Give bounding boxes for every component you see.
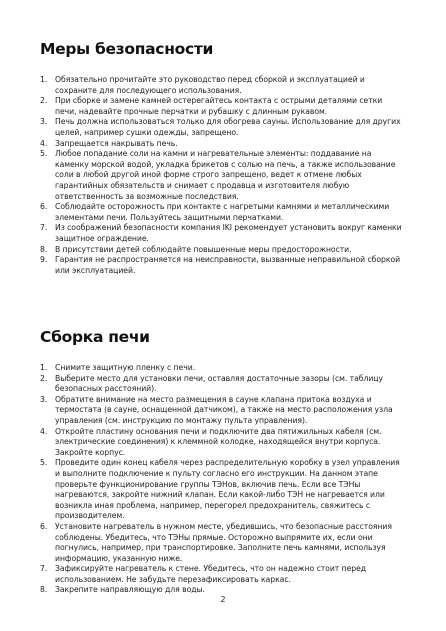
- assembly-list: [40, 363, 406, 596]
- assembly-item-number: 6.: [40, 521, 48, 531]
- safety-section-title: Меры безопасности: [40, 40, 214, 58]
- assembly-item: [40, 395, 406, 427]
- assembly-item: [40, 427, 406, 459]
- assembly-item-text: Закрепите направляющую для воды.: [55, 585, 205, 595]
- assembly-item: [40, 522, 406, 564]
- assembly-item-number: 7.: [40, 564, 48, 574]
- safety-item-text: Запрещается накрывать печь.: [55, 138, 178, 148]
- safety-item-text: Из соображений безопасности компания IKI рекомендует установить вокруг каменки защитное ограждение.: [55, 223, 402, 243]
- safety-item-number: 4.: [40, 138, 48, 148]
- assembly-item-text: Выберите место для установки печи, оставляя достаточные зазоры (см. таблицу безопасных расстояний).: [55, 373, 383, 394]
- safety-item-text: Гарантия не распространяется на неисправности, вызванные неправильной сборкой или эксплуатацией.: [55, 255, 401, 275]
- safety-item: [40, 117, 406, 138]
- assembly-item-text: Установите нагреватель в нужном месте, убедившись, что безопасные расстояния соблюдены. Убедитесь, что ТЭНы прямые. Осторожно выпрямите их, если они погнулись, например, при транспортировке. Заполните печь камнями, используя информацию, указанную ниже.: [55, 521, 392, 563]
- safety-item-number: 1.: [40, 75, 48, 84]
- assembly-item-text: Проведите один конец кабеля через распределительную коробку в узел управления и выполните подключение к пульту согласно его инструкции. На данном этапе проверьте функционирование группы ТЭНов, включив печь. Если все ТЭНы нагреваются, закройте нижний клапан. Если какой-либо ТЭН не нагревается или возникла иная проблема, например, перегорел предохранитель, свяжитесь с производителем.: [55, 458, 400, 521]
- assembly-item: [40, 363, 406, 374]
- safety-item: [40, 75, 406, 96]
- safety-item-text: При сборке и замене камней остерегайтесь контакта с острыми деталями сетки печи, надевайте прочные перчатки и рубашку с длинным рукавом.: [55, 96, 383, 116]
- safety-item-text: Обязательно прочитайте это руководство перед сборкой и эксплуатацией и сохраните для последующего использования.: [55, 75, 365, 95]
- assembly-item-number: 1.: [40, 363, 48, 372]
- safety-item-text: Любое попадание соли на камни и нагревательные элементы: поддавание на каменку морской водой, укладка брикетов с солью на печь, а также использование соли в любой другой иной форме строго запрещено, ведет к отмене любых гарантийных обязательств и снимает с продавца и изготовителя любую ответственность за возможные последствия.: [55, 149, 396, 201]
- page-number: 2: [220, 595, 226, 604]
- safety-item-number: 6.: [40, 202, 48, 212]
- safety-item-number: 3.: [40, 117, 48, 127]
- safety-item-number: 7.: [40, 223, 48, 233]
- safety-item: [40, 149, 406, 202]
- assembly-item: [40, 458, 406, 522]
- safety-item: [40, 96, 406, 117]
- assembly-item-text: Снимите защитную пленку с печи.: [55, 363, 196, 372]
- assembly-item-text: Обратите внимание на место размещения в сауне клапана притока воздуха и термостата (в сауне, оснащенной датчиком), а также на место расположения узла управления (см. инструкцию по монтажу пульта управления).: [55, 394, 393, 425]
- assembly-item-text: Зафиксируйте нагреватель к стене. Убедитесь, что он надежно стоит перед использованием. Не забудьте перезафиксировать каркас.: [55, 564, 367, 584]
- assembly-item: [40, 564, 406, 585]
- safety-item-text: Печь должна использоваться только для обогрева сауны. Использование для других целей, например сушки одежды, запрещено.: [55, 117, 401, 137]
- safety-list: [40, 75, 406, 276]
- safety-item-number: 8.: [40, 244, 48, 254]
- safety-item: [40, 223, 406, 244]
- safety-item-number: 9.: [40, 255, 48, 265]
- safety-item-text: В присутствии детей соблюдайте повышенные меры предосторожности.: [55, 244, 352, 254]
- safety-item: [40, 202, 406, 223]
- assembly-section-title: Сборка печи: [40, 328, 150, 346]
- safety-item: [40, 245, 406, 256]
- safety-item: [40, 139, 406, 150]
- safety-item-text: Соблюдайте осторожность при контакте с нагретыми камнями и металлическими элементами печи. Пользуйтесь защитными перчатками.: [55, 202, 390, 222]
- assembly-item-number: 5.: [40, 458, 48, 468]
- assembly-item-number: 8.: [40, 585, 48, 595]
- assembly-item-number: 3.: [40, 394, 48, 404]
- assembly-item-number: 2.: [40, 373, 48, 383]
- assembly-item-number: 4.: [40, 426, 48, 436]
- safety-item-number: 2.: [40, 96, 48, 106]
- safety-item: [40, 255, 406, 276]
- assembly-item: [40, 374, 406, 395]
- assembly-item-text: Откройте пластину основания печи и подключите два пятижильных кабеля (см. электрические соединения) к клеммной колодке, находящейся внутри корпуса. Закройте корпус.: [55, 426, 382, 457]
- safety-item-number: 5.: [40, 149, 48, 159]
